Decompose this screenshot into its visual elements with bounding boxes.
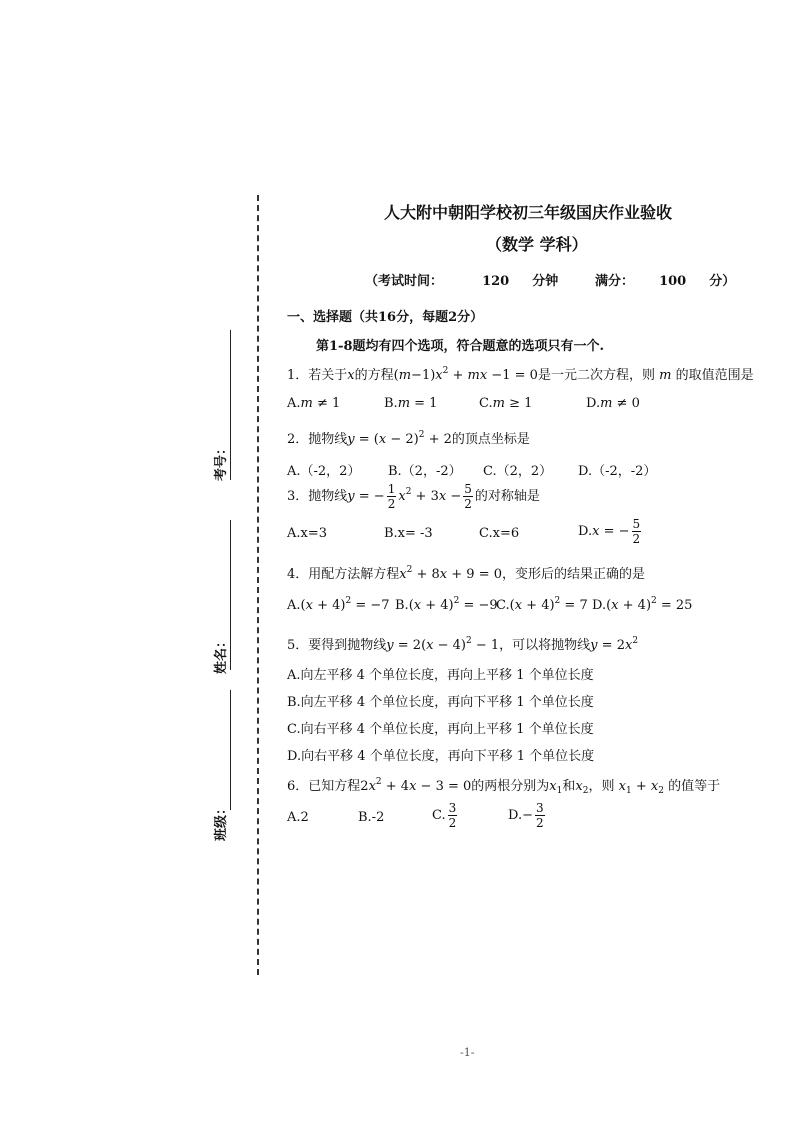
q4-option-c-label: C.	[496, 598, 510, 613]
q1-option-a[interactable]: A.m ≠ 1	[287, 396, 341, 411]
q4-equation: $x^2 + 8x + 9 = 0$	[399, 565, 502, 582]
section-instruction: 第1-8题均有四个选项，符合题意的选项只有一个.	[316, 339, 605, 354]
score-value: 100	[659, 274, 687, 289]
q1-option-c[interactable]: C.m ≥ 1	[479, 396, 533, 411]
q4-option-b[interactable]: $B.(x + 4)^2 = -9$	[395, 596, 498, 613]
q5-text-2: ，可以将抛物线	[499, 638, 591, 653]
q1-text-3: 是一元二次方程，则	[537, 368, 655, 383]
q5-option-a[interactable]: A.向左平移 4 个单位长度，再向上平移 1 个单位长度	[287, 668, 594, 683]
q3-option-c[interactable]: C.x=6	[479, 526, 520, 541]
q5-equation-1: $y = 2(x - 4)^2 - 1$	[386, 636, 500, 653]
q1-option-c-label: C.	[479, 396, 493, 411]
q3-text-2: 的对称轴是	[474, 489, 540, 504]
q1-option-b-label: B.	[384, 396, 398, 411]
q1-var-m: m	[659, 368, 672, 383]
full-score	[595, 270, 735, 289]
q6-option-a[interactable]: A.2	[287, 810, 309, 825]
q3-equation: y = − $\frac{1}{2}$ $x^2 + 3x$ − $\frac{5}{2}$	[347, 482, 472, 511]
q1-option-b[interactable]: B.m = 1	[384, 396, 438, 411]
q6-sum: $x_1 + x_2$	[618, 779, 664, 796]
q1-var-x: x	[347, 368, 355, 383]
q4-option-a-label: A.	[287, 598, 301, 613]
binding-dashed-line	[257, 195, 259, 975]
q3-option-b[interactable]: B.x= -3	[384, 526, 433, 541]
q2-option-d[interactable]: D.（-2，-2）	[578, 464, 657, 479]
q4-option-b-label: B.	[395, 598, 409, 613]
q6-text-1: 6．已知方程	[287, 779, 361, 794]
score-unit: 分）	[709, 274, 736, 289]
q6-option-b[interactable]: B.-2	[358, 810, 385, 825]
time-unit: 分钟	[532, 274, 559, 289]
q3-option-d[interactable]: D.x = − $\frac{5}{2}$	[578, 517, 641, 546]
q6-text-2: 的两根分别为	[471, 779, 550, 794]
section-heading: 一、选择题（共16分，每题2分）	[287, 310, 484, 325]
q3-option-a[interactable]: A.x=3	[287, 526, 328, 541]
q4-option-a[interactable]: $A.(x + 4)^2 = -7$	[287, 596, 390, 613]
q2-option-c[interactable]: C.（2，2）	[483, 464, 553, 479]
q2-text-1: 2．抛物线	[287, 432, 348, 447]
class-label: 班级：	[214, 801, 230, 842]
name-line	[230, 520, 231, 670]
name-label: 姓名：	[214, 634, 230, 675]
q5-equation-2: $y = 2x^2$	[590, 636, 639, 653]
q6-option-c-label: C.	[432, 808, 446, 823]
q3-text-1: 3．抛物线	[287, 489, 348, 504]
question-5	[287, 634, 638, 653]
q2-option-a[interactable]: A.（-2，2）	[287, 464, 361, 479]
q1-text-2: 的方程	[354, 368, 394, 383]
q4-option-c[interactable]: $C.(x + 4)^2 = 7$	[496, 596, 588, 613]
page-title: 人大附中朝阳学校初三年级国庆作业验收	[384, 203, 673, 222]
question-3	[287, 483, 540, 510]
q6-option-d[interactable]: D.− $\frac{3}{2}$	[508, 801, 544, 830]
q1-option-d[interactable]: D.m ≠ 0	[586, 396, 640, 411]
q6-root-2: $x_2$	[575, 779, 589, 796]
question-6	[287, 775, 720, 794]
q1-option-a-label: A.	[287, 396, 301, 411]
q4-option-d-label: D.	[592, 598, 607, 613]
q2-option-b[interactable]: B.（2，-2）	[388, 464, 462, 479]
q6-option-c[interactable]: C. $\frac{3}{2}$	[432, 801, 457, 830]
q6-root-1: $x_1$	[549, 779, 563, 796]
q5-option-c[interactable]: C.向右平移 4 个单位长度，再向上平移 1 个单位长度	[287, 722, 594, 737]
q4-text-2: ，变形后的结果正确的是	[502, 567, 646, 582]
q3-option-d-label: D.	[578, 524, 593, 539]
q6-text-4: ，则	[588, 779, 615, 794]
subject-title: （数学 学科）	[486, 235, 588, 254]
question-2	[287, 428, 530, 447]
q2-text-2: 的顶点坐标是	[451, 432, 530, 447]
q1-equation: $(m-1)x^2$ + mx −1 = 0	[393, 366, 538, 383]
q2-equation: $y = (x - 2)^2 + 2$	[347, 430, 452, 447]
time-value: 120	[482, 274, 510, 289]
class-line	[230, 690, 231, 810]
page-number: -1-	[460, 1046, 475, 1059]
q5-text-1: 5．要得到抛物线	[287, 638, 387, 653]
question-4	[287, 563, 645, 582]
q4-option-d[interactable]: $D.(x + 4)^2 = 25$	[592, 596, 693, 613]
q6-option-d-label: D.−	[508, 808, 533, 823]
time-label: （考试时间：	[365, 274, 444, 289]
q5-option-b[interactable]: B.向左平移 4 个单位长度，再向下平移 1 个单位长度	[287, 695, 594, 710]
question-1	[287, 364, 754, 383]
q6-equation: $2x^2 + 4x - 3 = 0$	[360, 777, 472, 794]
q6-text-5: 的值等于	[668, 779, 721, 794]
q1-option-d-label: D.	[586, 396, 601, 411]
score-label: 满分：	[595, 274, 635, 289]
exam-no-label: 考号：	[214, 441, 230, 482]
q5-option-d[interactable]: D.向右平移 4 个单位长度，再向下平移 1 个单位长度	[287, 749, 595, 764]
q6-text-3: 和	[562, 779, 576, 794]
q1-text-1: 1．若关于	[287, 368, 348, 383]
q1-text-4: 的取值范围是	[675, 368, 754, 383]
q4-text-1: 4．用配方法解方程	[287, 567, 400, 582]
exam-time	[365, 270, 558, 289]
exam-no-line	[230, 330, 231, 480]
